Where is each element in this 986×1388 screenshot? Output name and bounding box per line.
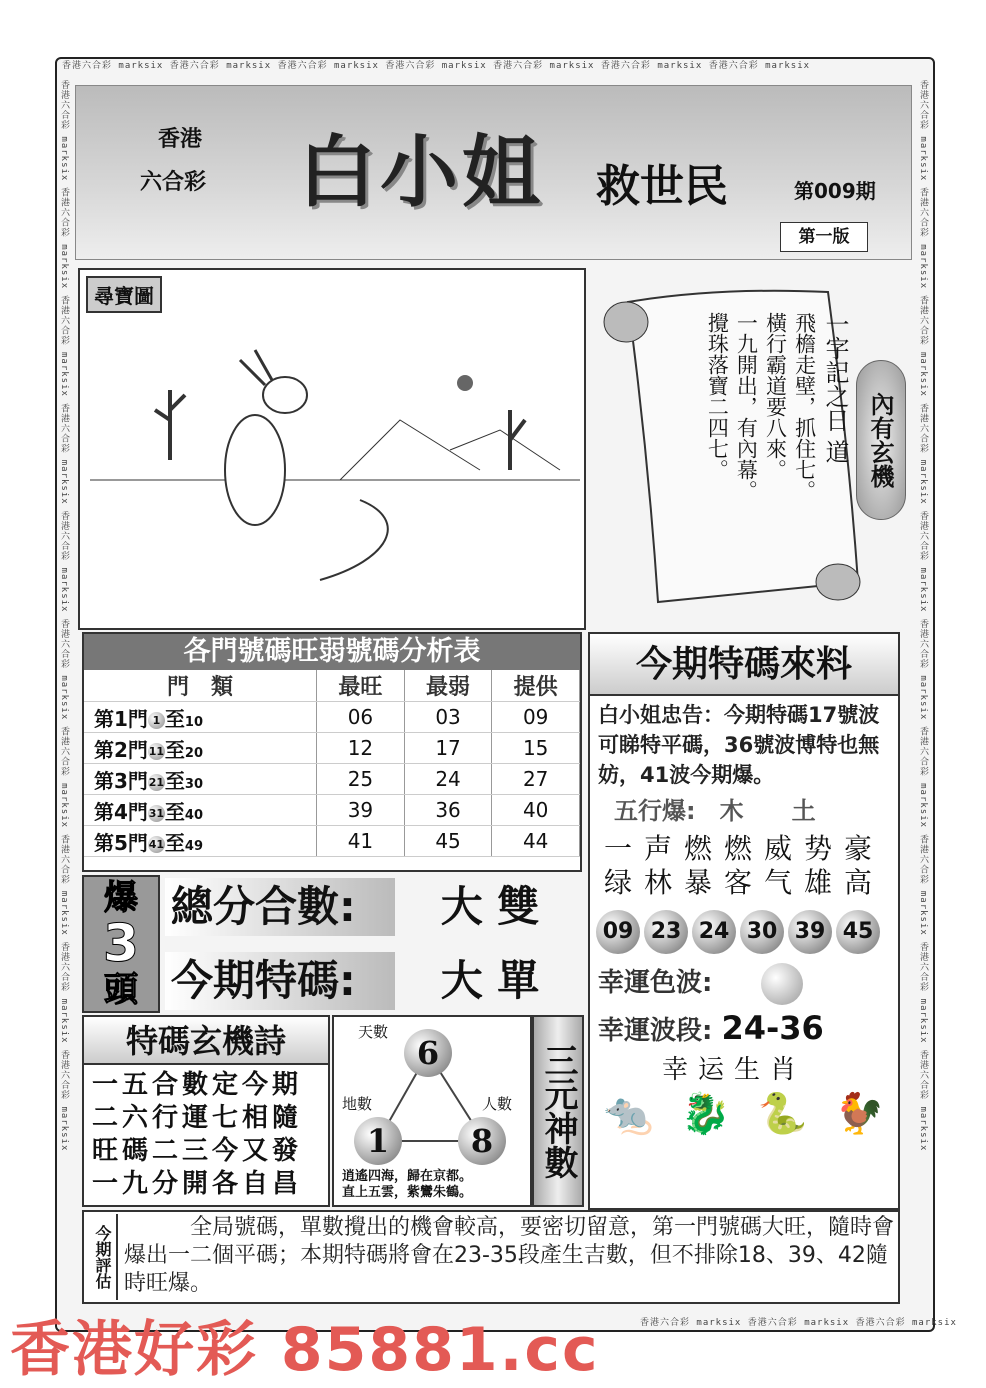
review-label: 今期評估: [88, 1214, 118, 1300]
five-elements: 五行爆: 木 土: [614, 797, 816, 825]
lucky-range: 幸運波段: 24-36: [598, 1008, 824, 1047]
boom-3-heads: 爆 3 頭: [82, 875, 160, 1013]
total-sum-label: 總分合數:: [165, 878, 395, 936]
zodiac-label: 幸运生肖: [662, 1054, 807, 1085]
poem-title: 特碼玄機詩: [84, 1017, 328, 1065]
edition-badge: 第一版: [780, 222, 868, 252]
border-right: 香港六合彩 marksix 香港六合彩 marksix 香港六合彩 marksix 香港六合彩 marksix 香港六合彩 marksix 香港六合彩 marksix 香港六合彩 marksix 香港六合彩 marksix 香港六合彩 marksix 香港六合彩 marksix: [918, 80, 928, 1152]
special-code-panel: [588, 632, 900, 1210]
poem-panel: [82, 1015, 330, 1207]
table-title: 各門號碼旺弱號碼分析表: [84, 634, 580, 670]
review-panel: [82, 1210, 900, 1304]
picture-label: 尋寶圖: [86, 276, 162, 313]
lucky-color: 幸運色波:: [590, 954, 898, 1005]
heaven-number: 6: [404, 1029, 452, 1077]
three-element-label: 三元神數: [532, 1015, 584, 1207]
poem-lines: 一五合數定今期 二六行運七相隨 旺碼二三今又發 一九分開各自昌: [92, 1070, 303, 1199]
table-row: 第1門 1 至10 06 03 09: [84, 702, 580, 733]
header-lottery: 六合彩: [140, 169, 207, 195]
color-ball: [761, 963, 803, 1005]
analysis-table-panel: [82, 632, 582, 872]
lucky-numbers: 09 23 24 30 39 45: [590, 900, 898, 954]
table-row: 第2門11至20 12 17 15: [84, 733, 580, 764]
border-bottom: 香港六合彩 marksix 香港六合彩 marksix 香港六合彩 marksix: [640, 1318, 957, 1328]
scroll-verse: 一字記之日 道 飛檐走壁，抓住七。 橫行霸道要八來。 一九開出，有內幕。 攪珠落寶二四七。: [705, 312, 849, 501]
zodiac-icons: [590, 1086, 898, 1138]
page-subtitle: 救世民: [596, 161, 728, 212]
total-sum-value: 大 雙: [440, 882, 540, 931]
rabbit-desert-illustration: [80, 270, 584, 628]
advice-text: 白小姐忠告：今期特碼17號波可睇特平碼，36號波博特也無妨，41波今期爆。: [598, 703, 880, 787]
review-text: 全局號碼，單數攪出的機會較高，要密切留意，第一門號碼大旺，隨時會爆出一二個平碼；本期特碼將會在23-35段產生吉數，但不排除18、39、42隨時旺爆。: [124, 1215, 895, 1296]
border-left: 香港六合彩 marksix 香港六合彩 marksix 香港六合彩 marksix 香港六合彩 marksix 香港六合彩 marksix 香港六合彩 marksix 香港六合彩 marksix 香港六合彩 marksix 香港六合彩 marksix 香港六合彩 marksix: [59, 80, 69, 1152]
page-title: 白小姐: [298, 128, 545, 218]
table-row: 第3門21至30 25 24 27: [84, 764, 580, 795]
header-region: 香港: [158, 126, 203, 152]
trinity-panel: 天數 6 地數 1 人數 8 逍遙四海，歸在京都。 直上五雲，紫鸞朱鶴。: [332, 1015, 532, 1207]
idiom: 一声燃燃威势豪 绿林暴客气雄高: [604, 832, 885, 899]
issue-number: 第009期: [794, 179, 876, 203]
watermark: 香港好彩 85881.cc: [10, 1315, 600, 1385]
border-top: 香港六合彩 marksix 香港六合彩 marksix 香港六合彩 marksix 香港六合彩 marksix 香港六合彩 marksix 香港六合彩 marksix 香港六合彩 marksix: [62, 61, 811, 71]
rooster-icon: 🐓: [834, 1090, 885, 1137]
table-row: 第4門31至40 39 36 40: [84, 795, 580, 826]
special-code-label: 今期特碼:: [165, 952, 395, 1010]
table-row: 第5門41至49 41 45 44: [84, 826, 580, 857]
human-number: 8: [458, 1117, 506, 1165]
analysis-table: 門 類 最旺 最弱 提供 第1門 1 至10 06 03 09 第2門11至20 12 17 15 第3門21至30 25 24 27 第4門31至40 39 36 40 第5門41至49 41 45 44: [84, 670, 580, 857]
treasure-picture: [78, 268, 586, 630]
earth-number: 1: [354, 1117, 402, 1165]
special-title: 今期特碼來料: [590, 634, 898, 696]
dragon-icon: 🐉: [680, 1090, 731, 1137]
snake-icon: 🐍: [757, 1090, 808, 1137]
special-code-value: 大 單: [440, 956, 540, 1005]
rat-icon: 🐀: [603, 1090, 654, 1137]
hidden-meaning-badge: 內有玄機: [856, 360, 906, 520]
trinity-verse: 逍遙四海，歸在京都。 直上五雲，紫鸞朱鶴。: [342, 1169, 473, 1200]
